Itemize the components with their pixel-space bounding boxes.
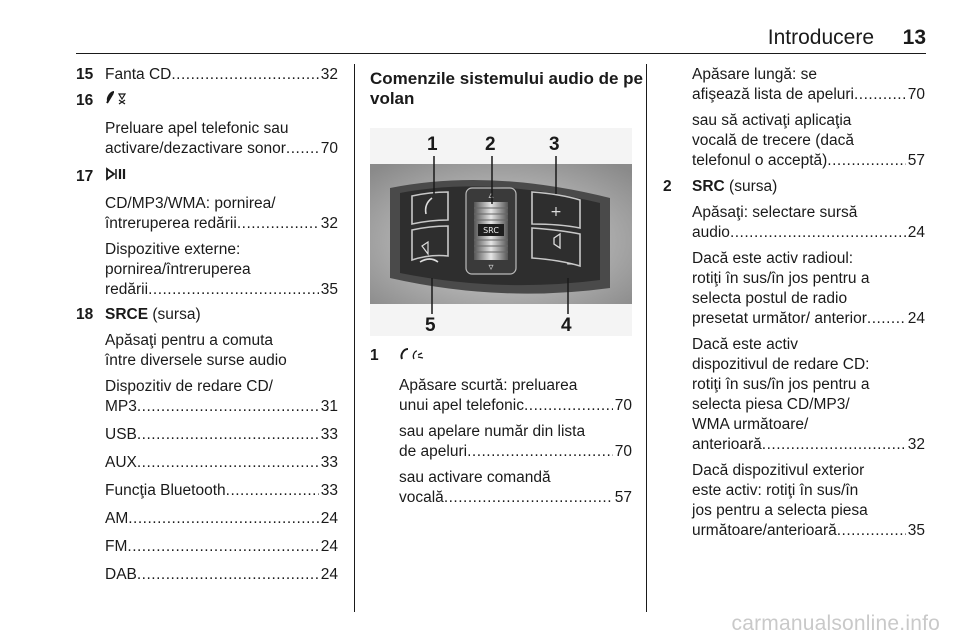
toc-entry-mute[interactable]: activare/dezactivare sonor ..... 70 [105, 139, 338, 158]
toc-entry-external-track[interactable]: următoare/anterioară ..... 35 [692, 521, 925, 540]
page-header [76, 26, 926, 52]
svg-text:▿: ▿ [488, 262, 494, 273]
callout-4: 4 [561, 315, 572, 336]
src-label: SRC [483, 226, 499, 235]
play-pause-icon [105, 166, 129, 187]
column-divider-right [646, 64, 647, 612]
toc-entry[interactable]: AUX ..... 33 [105, 453, 338, 472]
callout-3: 3 [549, 134, 560, 155]
toc-entry-external-play[interactable]: redării ..... 35 [105, 280, 338, 299]
toc-entry[interactable]: FM ..... 24 [105, 537, 338, 556]
item-number: 17 [76, 168, 94, 185]
toc-entry-call-list[interactable]: de apeluri ..... 70 [399, 442, 632, 461]
toc-entry[interactable]: USB ..... 33 [105, 425, 338, 444]
item-number: 16 [76, 92, 94, 109]
column-divider-left [354, 64, 355, 612]
toc-entry-cd-play[interactable]: întreruperea redării ..... 32 [105, 214, 338, 233]
item-number: 18 [76, 306, 94, 323]
steering-controls-illustration [370, 128, 632, 336]
page-title: Introducere [767, 26, 874, 49]
svg-text:▵: ▵ [488, 190, 494, 201]
toc-entry-voice-command[interactable]: vocală ..... 57 [399, 488, 632, 507]
toc-entry-cd-track[interactable]: anterioară ..... 32 [692, 435, 925, 454]
item-number: 2 [663, 178, 672, 195]
section-heading: Comenzile sistemului audio de pe [370, 69, 643, 88]
minus-icon: – [566, 256, 574, 272]
steering-wheel-figure [370, 128, 632, 336]
phone-voice-icon [399, 346, 425, 367]
callout-5: 5 [425, 315, 436, 336]
plus-icon: + [550, 204, 562, 220]
header-rule [76, 53, 926, 54]
toc-entry-answer-call[interactable]: unui apel telefonic ..... 70 [399, 396, 632, 415]
toc-entry-fanta-cd[interactable]: Fanta CD ..... 32 [105, 65, 338, 84]
toc-entry-voice-passthrough[interactable]: telefonul o acceptă) ..... 57 [692, 151, 925, 170]
toc-entry[interactable]: DAB ..... 24 [105, 565, 338, 584]
page-number: 13 [902, 26, 926, 49]
toc-entry[interactable]: Funcţia Bluetooth ..... 33 [105, 481, 338, 500]
section-heading-cont: volan [370, 89, 415, 108]
item-number: 15 [76, 66, 94, 83]
toc-entry-call-list-long[interactable]: afişează lista de apeluri ..... 70 [692, 85, 925, 104]
toc-entry[interactable]: AM ..... 24 [105, 509, 338, 528]
toc-entry-audio-source[interactable]: audio ..... 24 [692, 223, 925, 242]
phone-mute-icon [105, 89, 129, 112]
item-number: 1 [370, 347, 379, 364]
toc-entry-cd-mp3[interactable]: MP3 ..... 31 [105, 397, 338, 416]
callout-1: 1 [427, 134, 438, 155]
watermark: carmanualsonline.info [731, 612, 940, 635]
callout-2: 2 [485, 134, 496, 155]
toc-entry-radio-preset[interactable]: presetat următor/ anterior ..... 24 [692, 309, 925, 328]
